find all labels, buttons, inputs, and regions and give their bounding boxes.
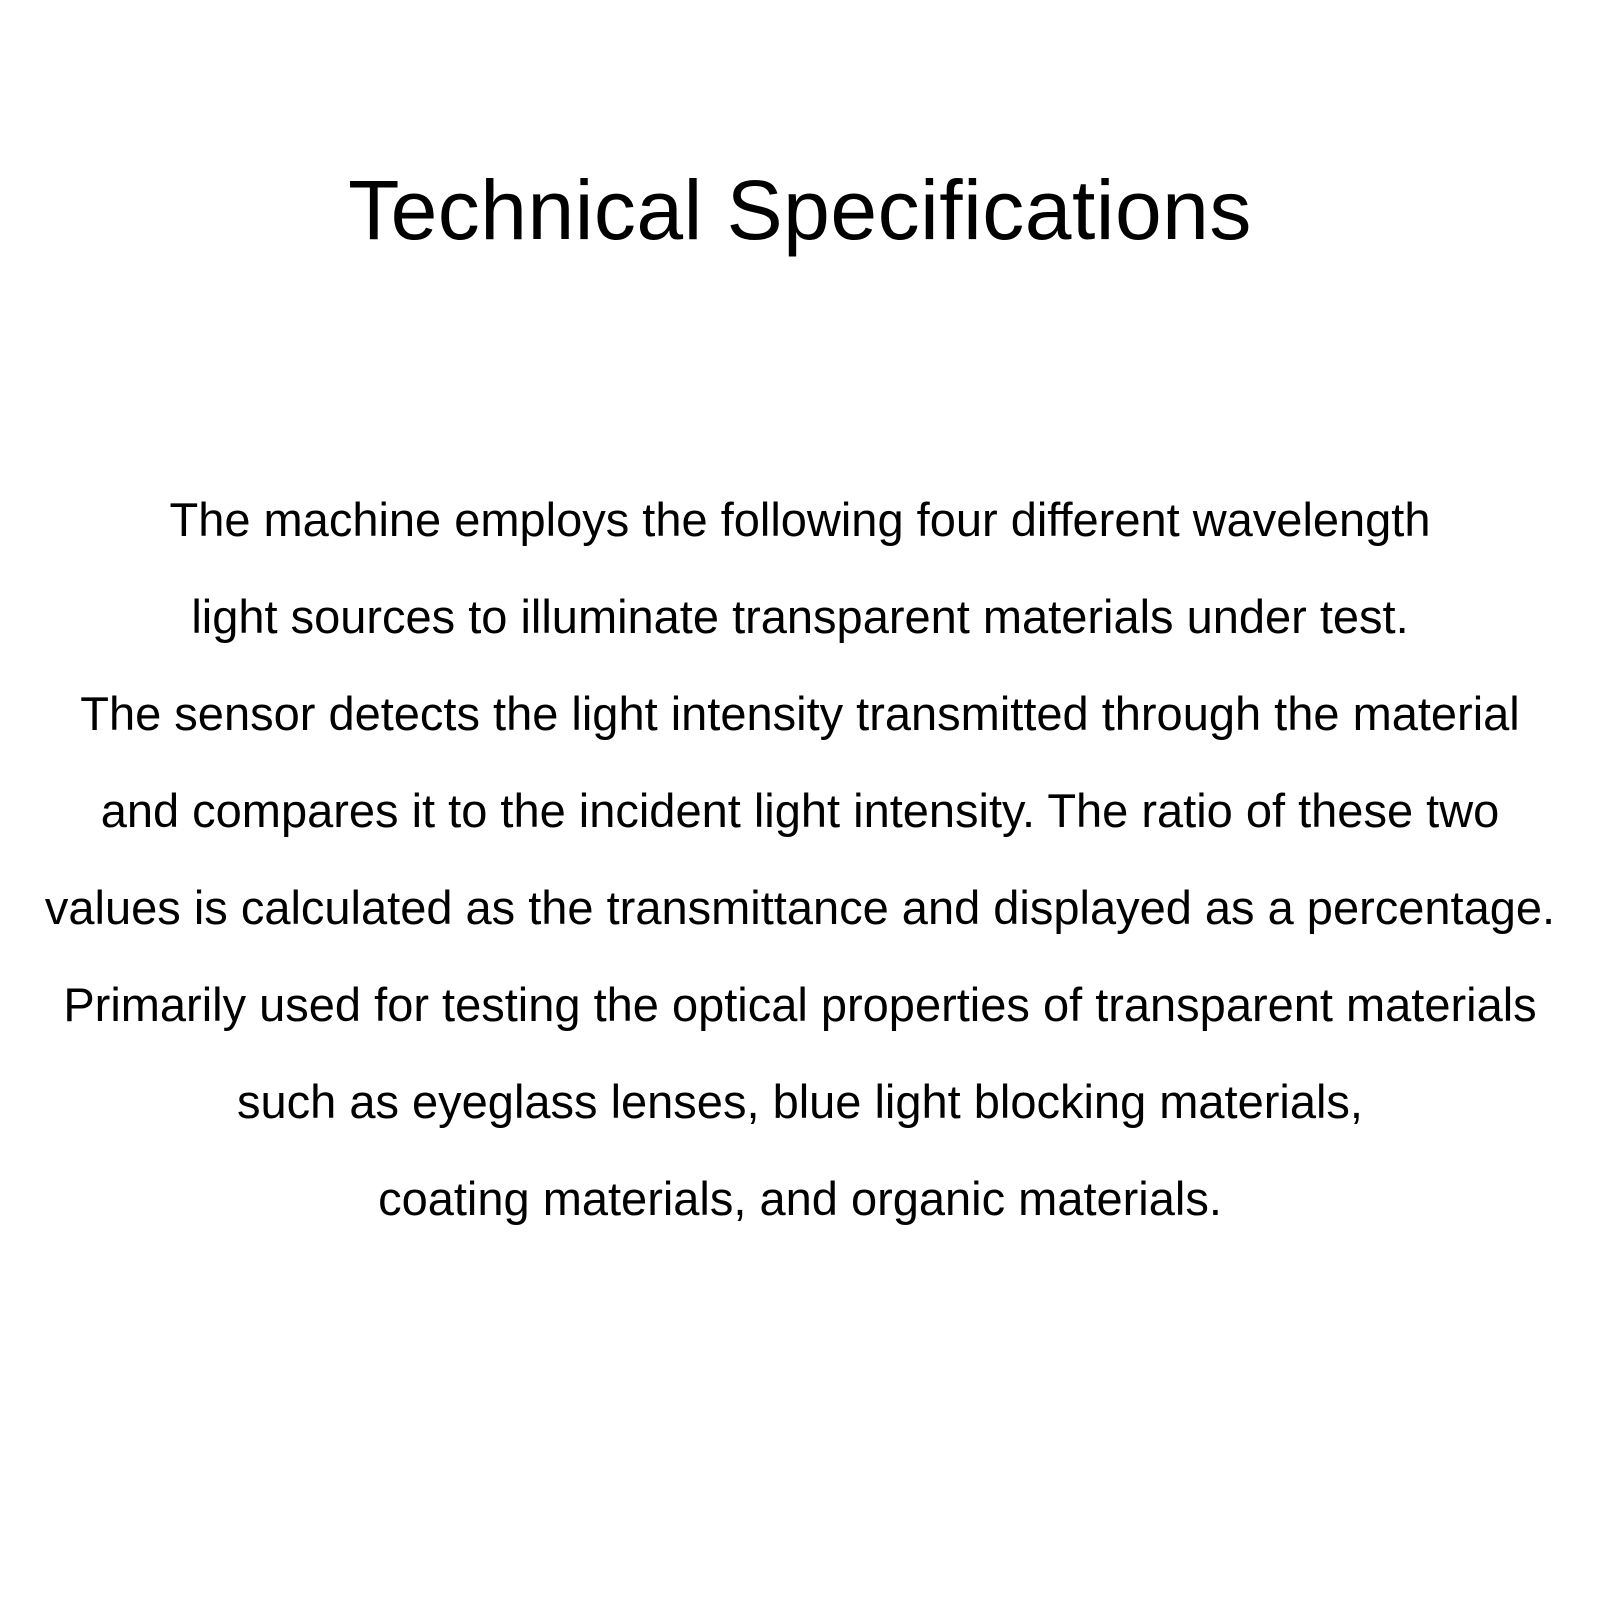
text-line: Primarily used for testing the optical properties of transparent materials — [63, 978, 1537, 1031]
description-paragraph — [0, 490, 1600, 1266]
page-title: Technical Specifications — [348, 163, 1252, 257]
text-line: The sensor detects the light intensity transmitted through the material — [80, 687, 1520, 740]
text-line: coating materials, and organic materials. — [378, 1172, 1222, 1225]
text-line: The machine employs the following four different wavelength — [169, 493, 1431, 546]
text-line: such as eyeglass lenses, blue light blocking materials, — [237, 1075, 1363, 1128]
text-line: and compares it to the incident light intensity. The ratio of these two — [100, 784, 1500, 837]
text-line: values is calculated as the transmittance and displayed as a percentage. — [44, 881, 1556, 934]
text-line: light sources to illuminate transparent materials under test. — [191, 590, 1409, 643]
